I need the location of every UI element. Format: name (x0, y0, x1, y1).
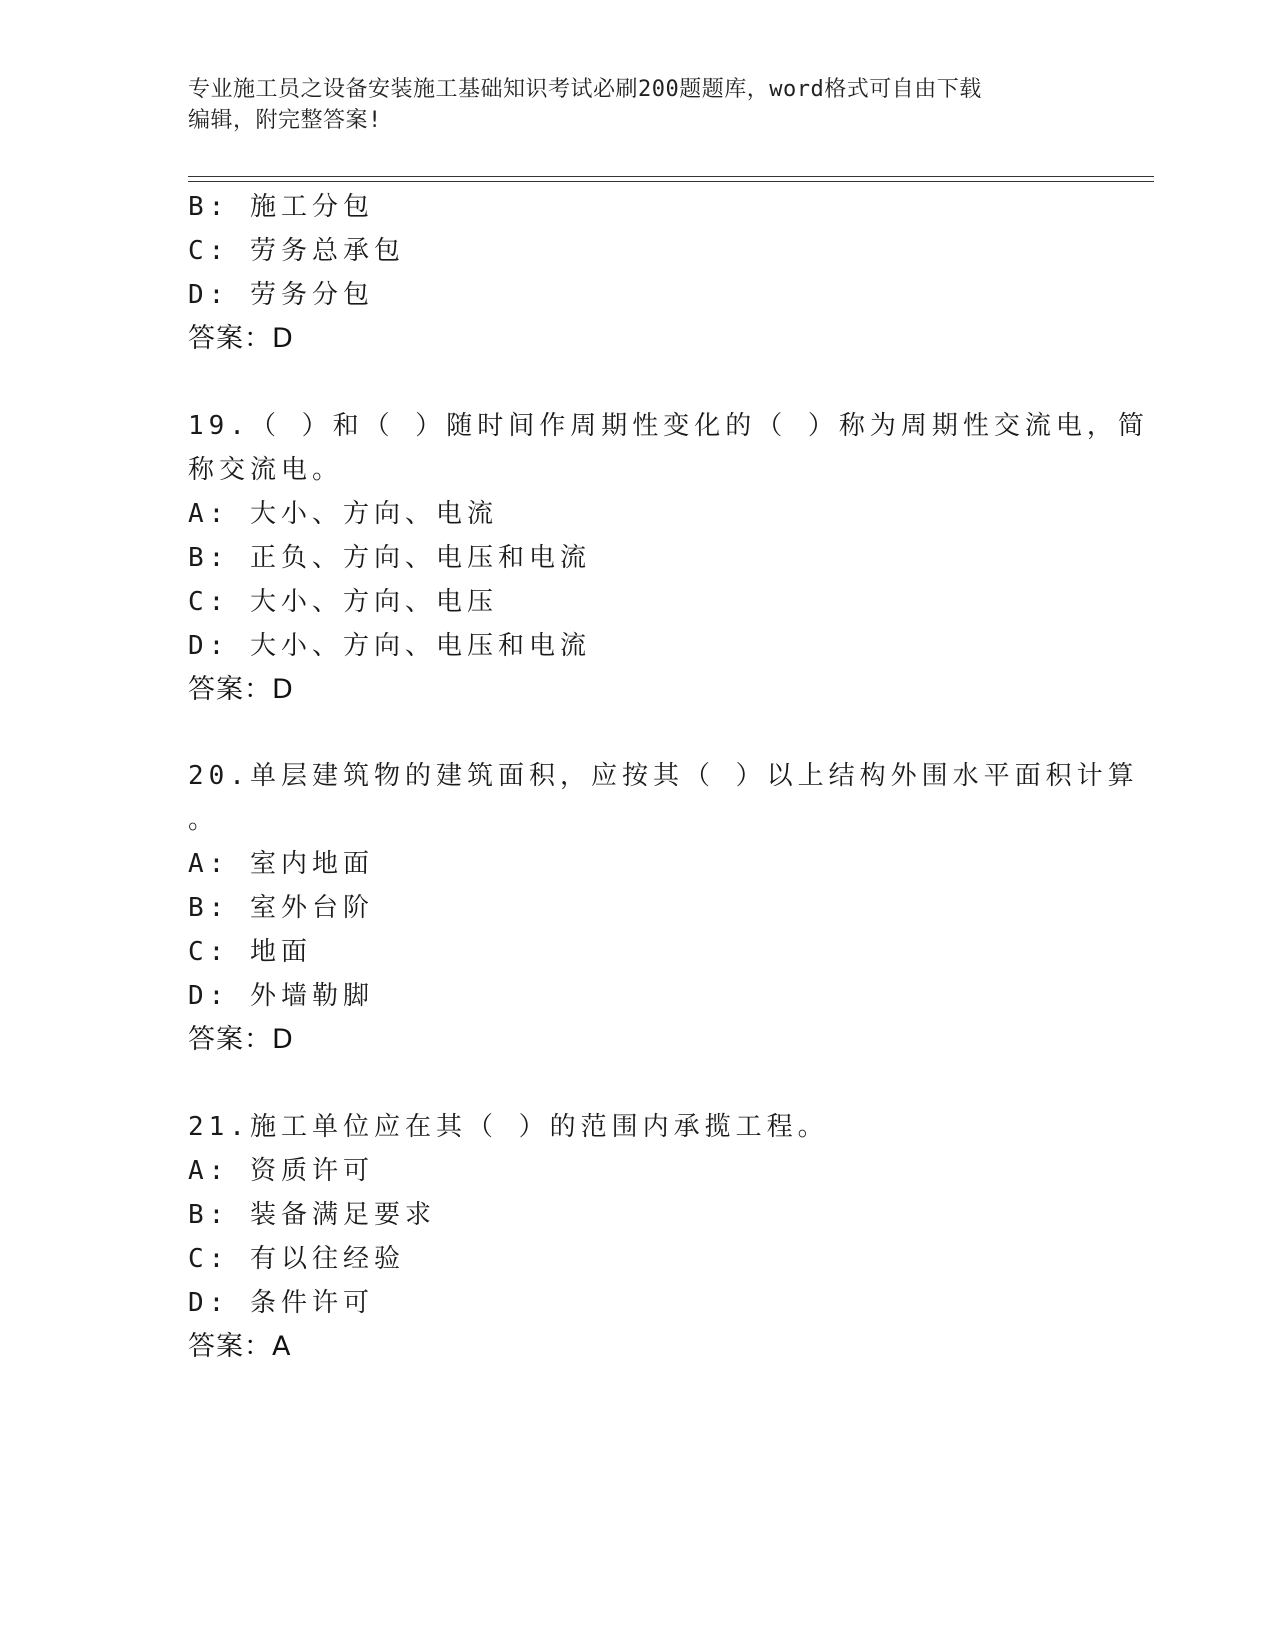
q19-option-c: C: 大小、方向、电压 (188, 587, 498, 617)
document-header (188, 74, 1068, 136)
q18-option-d: D: 劳务分包 (188, 280, 374, 310)
q19-stem-line2: 称交流电。 (188, 455, 344, 485)
q18-option-c: C: 劳务总承包 (188, 236, 405, 266)
q20-option-d: D: 外墙勒脚 (188, 981, 374, 1011)
header-title-line2: 编辑，附完整答案! (188, 108, 382, 133)
q20-stem-line1: 20.单层建筑物的建筑面积，应按其（ ）以上结构外围水平面积计算 (188, 761, 1139, 791)
q18-answer: 答案：D (188, 323, 294, 354)
q19-stem-line1: 19.（ ）和（ ）随时间作周期性变化的（ ）称为周期性交流电，简 (188, 411, 1149, 441)
q21-option-b: B: 装备满足要求 (188, 1200, 436, 1230)
q21-option-c: C: 有以往经验 (188, 1244, 405, 1274)
q20-option-c: C: 地面 (188, 937, 312, 967)
q20-option-b: B: 室外台阶 (188, 893, 374, 923)
header-title-line1: 专业施工员之设备安装施工基础知识考试必刷200题题库，word格式可自由下载 (188, 77, 982, 102)
q19-option-d: D: 大小、方向、电压和电流 (188, 631, 591, 661)
q21-option-d: D: 条件许可 (188, 1288, 374, 1318)
q20-option-a: A: 室内地面 (188, 849, 374, 879)
q19-option-a: A: 大小、方向、电流 (188, 499, 498, 529)
q21-stem-line1: 21.施工单位应在其（ ）的范围内承揽工程。 (188, 1112, 829, 1142)
header-divider-top (188, 176, 1154, 177)
q21-option-a: A: 资质许可 (188, 1156, 374, 1186)
q21-answer: 答案：A (188, 1331, 292, 1362)
q20-answer: 答案：D (188, 1024, 294, 1055)
q18-option-b: B: 施工分包 (188, 192, 374, 222)
q19-option-b: B: 正负、方向、电压和电流 (188, 543, 591, 573)
q20-stem-line2: 。 (188, 805, 220, 835)
q19-answer: 答案：D (188, 674, 294, 705)
header-divider-bottom (188, 181, 1154, 182)
